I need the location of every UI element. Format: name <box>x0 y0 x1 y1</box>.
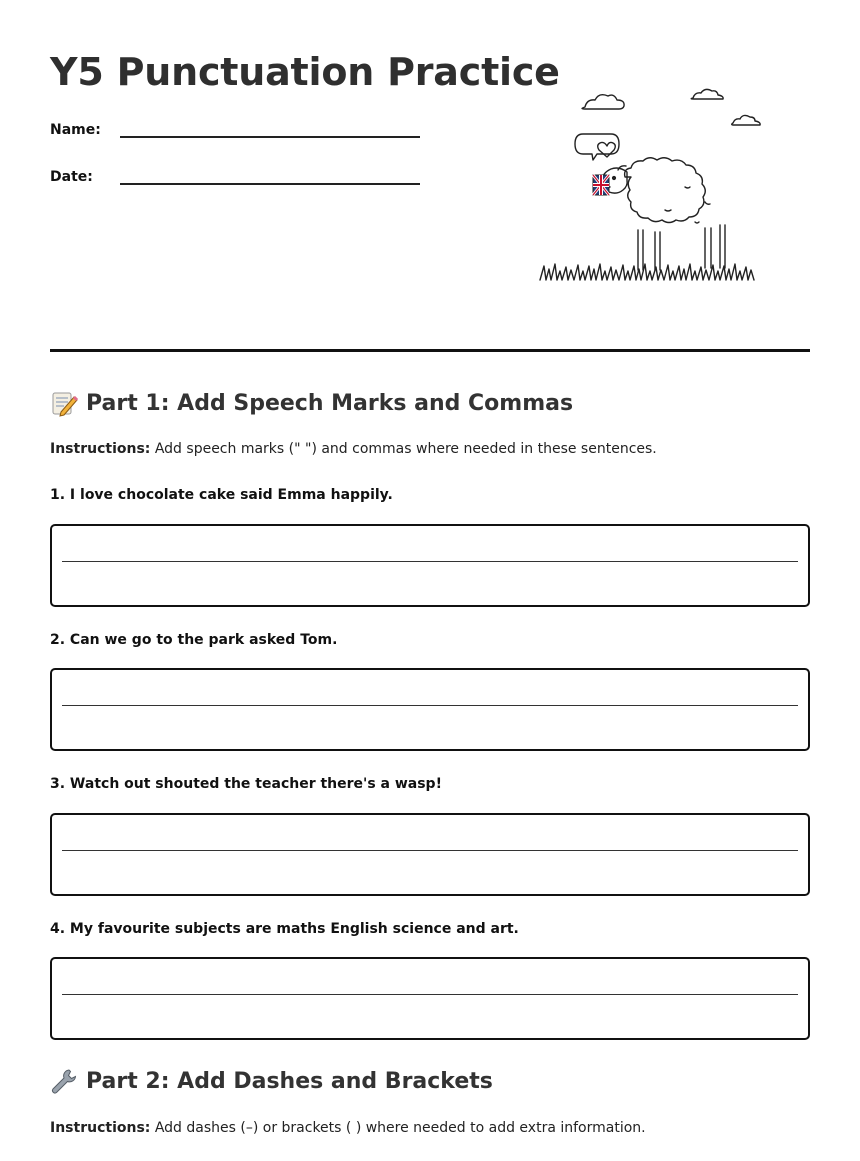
cloud-1 <box>582 95 624 109</box>
part2-heading <box>50 1067 493 1095</box>
part1-heading <box>50 389 573 417</box>
grass <box>540 264 754 280</box>
cloud-2 <box>691 89 723 99</box>
name-write-line[interactable] <box>120 136 420 138</box>
part2-instructions-label: Instructions: <box>50 1120 151 1136</box>
answer-box-3[interactable] <box>50 813 810 896</box>
answer-line-2 <box>62 705 798 706</box>
union-flag-icon <box>593 175 609 195</box>
part2-instructions <box>50 1120 646 1136</box>
section-divider <box>50 349 810 352</box>
cloud-3 <box>732 115 760 125</box>
question-2: 2. Can we go to the park asked Tom. <box>50 632 338 648</box>
part1-instructions-text: Add speech marks (" ") and commas where needed in these sentences. <box>150 441 657 457</box>
question-3: 3. Watch out shouted the teacher there's a wasp! <box>50 776 442 792</box>
part2-heading-text: Part 2: Add Dashes and Brackets <box>86 1068 493 1094</box>
sheep-body <box>625 158 706 223</box>
question-4: 4. My favourite subjects are maths English science and art. <box>50 921 519 937</box>
name-field-row <box>50 122 430 152</box>
answer-box-2[interactable] <box>50 668 810 751</box>
answer-line-1 <box>62 561 798 562</box>
answer-box-4[interactable] <box>50 957 810 1040</box>
question-1: 1. I love chocolate cake said Emma happily. <box>50 487 393 503</box>
speech-bubble <box>575 134 619 160</box>
part2-instructions-text: Add dashes (–) or brackets ( ) where needed to add extra information. <box>150 1120 646 1136</box>
memo-pencil-icon <box>50 389 78 417</box>
date-write-line[interactable] <box>120 183 420 185</box>
part1-heading-text: Part 1: Add Speech Marks and Commas <box>86 390 574 416</box>
answer-box-1[interactable] <box>50 524 810 607</box>
date-label: Date: <box>50 169 93 185</box>
wrench-icon <box>50 1067 78 1095</box>
date-field-row <box>50 169 430 199</box>
heart-icon <box>598 142 616 157</box>
name-label: Name: <box>50 122 101 138</box>
page-title: Y5 Punctuation Practice <box>50 50 560 94</box>
part1-instructions <box>50 441 657 457</box>
sheep-illustration <box>535 82 810 292</box>
part1-instructions-label: Instructions: <box>50 441 151 457</box>
answer-line-4 <box>62 994 798 995</box>
answer-line-3 <box>62 850 798 851</box>
